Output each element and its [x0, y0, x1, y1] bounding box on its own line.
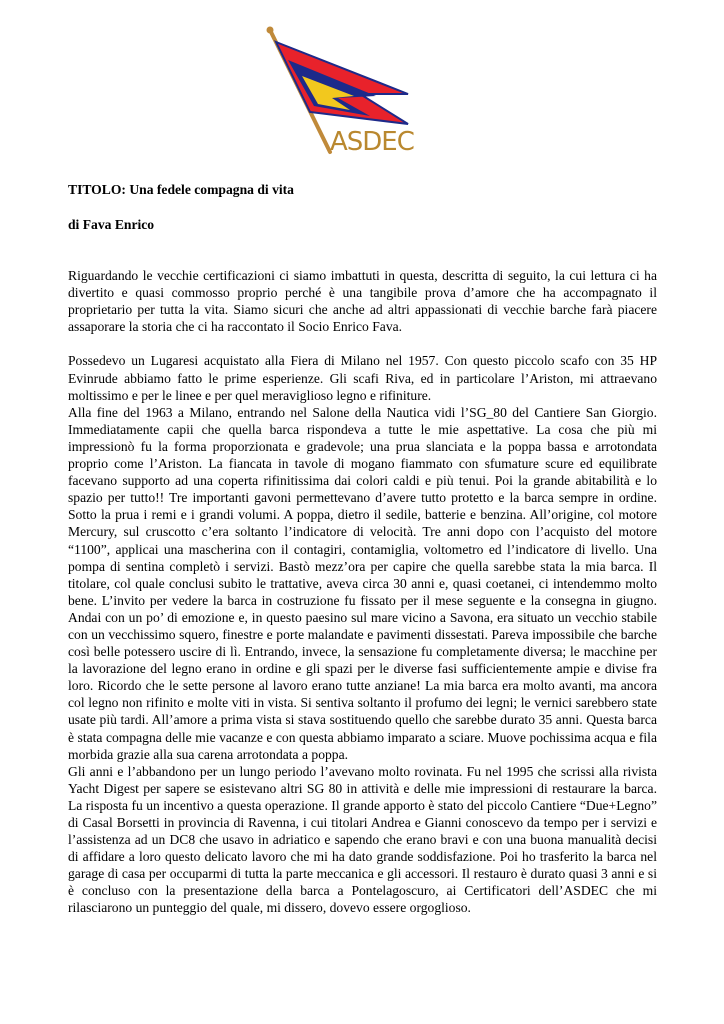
author-line: di Fava Enrico	[68, 217, 155, 232]
paragraph-lugaresi: Possedevo un Lugaresi acquistato alla Fiera di Milano nel 1957. Con questo piccolo scafo con 35 HP Evinrude abbiamo fatto le prime esperienze. Gli scafi Riva, ed in particolare l’Ariston, mi attraevano moltissimo e per le linee e per quel meraviglioso legno e rifiniture.	[68, 353, 657, 403]
svg-text:ASDEC: ASDEC	[330, 127, 414, 156]
paragraph-sg80: Alla fine del 1963 a Milano, entrando nel Salone della Nautica vidi l’SG_80 del Cantiere San Giorgio. Immediatamente capii che quella barca rispondeva a tutte le mie aspettative. La cosa che più mi impressionò fu la forma proporzionata e gradevole; una prua slanciata e la poppa bassa e arrotondata proprio come l’Ariston. La fiancata in tavole di mogano fiammato con sfumature scure ed equilibrate facevano supporto ad una coperta rifinitissima dai colori caldi e più tenui. Poi la grande abitabilità e lo spazio per tutto!! Tre importanti gavoni permettevano d’avere tutto protetto e la barca sempre in ordine. Sotto la prua i remi e i grandi volumi. A poppa, dietro il sedile, batterie e benzina. All’origine, col motore Mercury, sul cruscotto c’era soltanto l’indicatore di velocità. Tre anni dopo con l’acquisto del motore “1100”, applicai una mascherina con il contagiri, contamiglia, voltometro ed l’indicatore di livello. Una pompa di sentina completò i servizi. Bastò mezz’ora per capire che quella sarebbe stata la mia barca. Il titolare, col quale conclusi subito le trattative, aveva circa 30 anni e, quasi coetanei, ci intendemmo molto bene. L’invito per vedere la barca in costruzione fu fissato per il mese seguente e la consegna in giugno. Andai con un po’ di emozione e, in questo paesino sul mare vicino a Savona, era situato un vecchio stabile con un vecchissimo squero, finestre e porte malandate e pavimenti dissestati. Pareva impossibile che barche così belle potessero uscire di lì. Entrando, invece, la sensazione fu completamente diversa; le macchine per la lavorazione del legno erano in ordine e gli spazi per le diverse fasi sufficientemente ampie e divise fra loro. Ricordo che le sette persone al lavoro erano tutte anziane! La mia barca era molto avanti, ma ancora col legno non rifinito e molte viti in vista. Si sentiva soltanto il profumo dei legni; le vernici sarebbero state usate più tardi. All’amore a prima vista si stava sostituendo quello che sarebbe durato 35 anni. Questa barca è stata compagna delle mie vacanze e con questa abbiamo imparato a sciare. Muove pochissima acqua e fila morbida grazie alla sua carena arrotondata a poppa.	[68, 404, 657, 762]
article-body	[68, 267, 657, 917]
document-title	[68, 181, 294, 198]
asdec-logo	[258, 24, 426, 156]
paragraph-restoration: Gli anni e l’abbandono per un lungo periodo l’avevano molto rovinata. Fu nel 1995 che scrissi alla rivista Yacht Digest per sapere se esistevano altri SG 80 in attività e delle mie impressioni di restaurare la barca. La risposta fu un incentivo a questa operazione. Il grande apporto è stato del piccolo Cantiere “Due+Legno” di Casal Borsetti in provincia di Ravenna, i cui titolari Andrea e Gianni conoscevo da tempo per i servizi e l’assistenza ad un DC8 che usavo in adriatico e sapendo che erano bravi e con una buona manualità decisi di affidare a loro questo delicato lavoro che mi ha dato grande soddisfazione. Poi ho trasferito la barca nel garage di casa per occuparmi di tutta la parte meccanica e gli accessori. Il restauro è durato quasi 3 anni e si è concluso con la presentazione della barca a Pontelagoscuro, ai Certificatori dell’ASDEC che mi rilasciarono un punteggio del quale, mi dissero, dovevo essere orgoglioso.	[68, 763, 657, 916]
paragraph-intro: Riguardando le vecchie certificazioni ci siamo imbattuti in questa, descritta di seguito, la cui lettura ci ha divertito e quasi commosso proprio perché è una tangibile prova d’amore che ha accompagnato il proprietario per tutta la vita. Siamo sicuri che anche ad altri appassionati di vecchie barche farà piacere assaporare la storia che ci ha raccontato il Socio Enrico Fava.	[68, 268, 657, 335]
title-label: TITOLO:	[68, 182, 126, 197]
title-value: Una fedele compagna di vita	[129, 182, 294, 197]
flag-logo-icon	[258, 24, 426, 156]
